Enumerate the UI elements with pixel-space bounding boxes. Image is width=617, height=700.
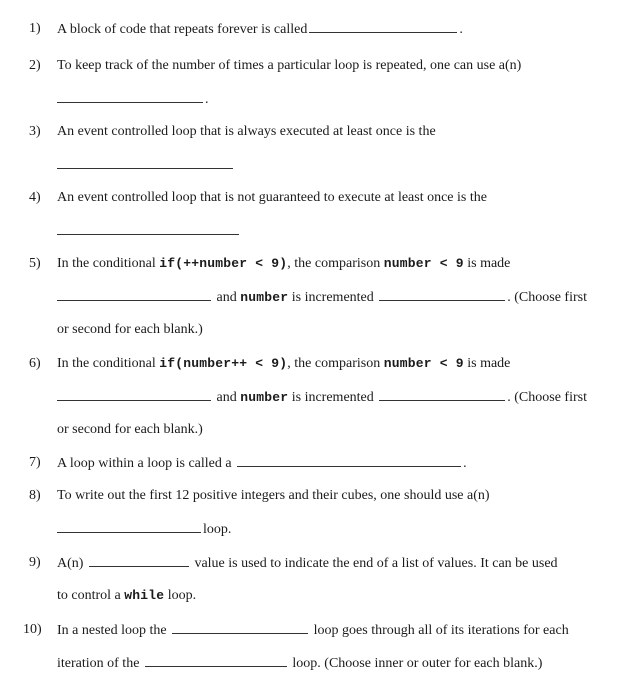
question-number: 1) [29,21,41,36]
question-text: A block of code that repeats forever is called [57,22,308,37]
question-text: To keep track of the number of times a particular loop is repeated, one can use a(n) [57,58,522,73]
answer-blank[interactable] [89,554,189,567]
question-number: 7) [29,455,41,470]
answer-blank[interactable] [57,288,211,301]
answer-blank[interactable] [145,654,287,667]
question-text: A(n) [57,556,84,571]
question-number: 8) [29,488,41,503]
question-text: A loop within a loop is called a [57,456,232,471]
question-number: 5) [29,256,41,271]
answer-blank[interactable] [57,156,233,169]
question-text: An event controlled loop that is always executed at least once is the [57,124,436,139]
question-text: In the conditional [57,256,156,271]
code-snippet: number [240,290,289,305]
period: . [205,92,209,107]
question-number: 3) [29,124,41,139]
code-snippet: number < 9 [383,256,464,271]
code-snippet: if(number++ < 9) [159,356,288,371]
code-snippet: number < 9 [383,356,464,371]
code-snippet: number [240,390,289,405]
question-text: In a nested loop the [57,623,167,638]
answer-blank[interactable] [57,90,203,103]
answer-blank[interactable] [237,454,461,467]
answer-blank[interactable] [379,388,505,401]
question-text: An event controlled loop that is not guaranteed to execute at least once is the [57,190,487,205]
answer-blank[interactable] [57,520,201,533]
answer-blank[interactable] [309,20,457,33]
answer-blank[interactable] [57,388,211,401]
answer-blank[interactable] [379,288,505,301]
answer-blank[interactable] [57,222,239,235]
question-number: 2) [29,58,41,73]
question-text: In the conditional [57,356,156,371]
question-number: 9) [29,555,41,570]
answer-blank[interactable] [172,621,308,634]
question-number: 6) [29,356,41,371]
question-number: 10) [23,622,42,637]
question-number: 4) [29,190,41,205]
code-snippet: if(++number < 9) [159,256,288,271]
period: . [459,22,463,37]
code-snippet: while [124,588,165,603]
question-text: To write out the first 12 positive integers and their cubes, one should use a(n) [57,488,490,503]
